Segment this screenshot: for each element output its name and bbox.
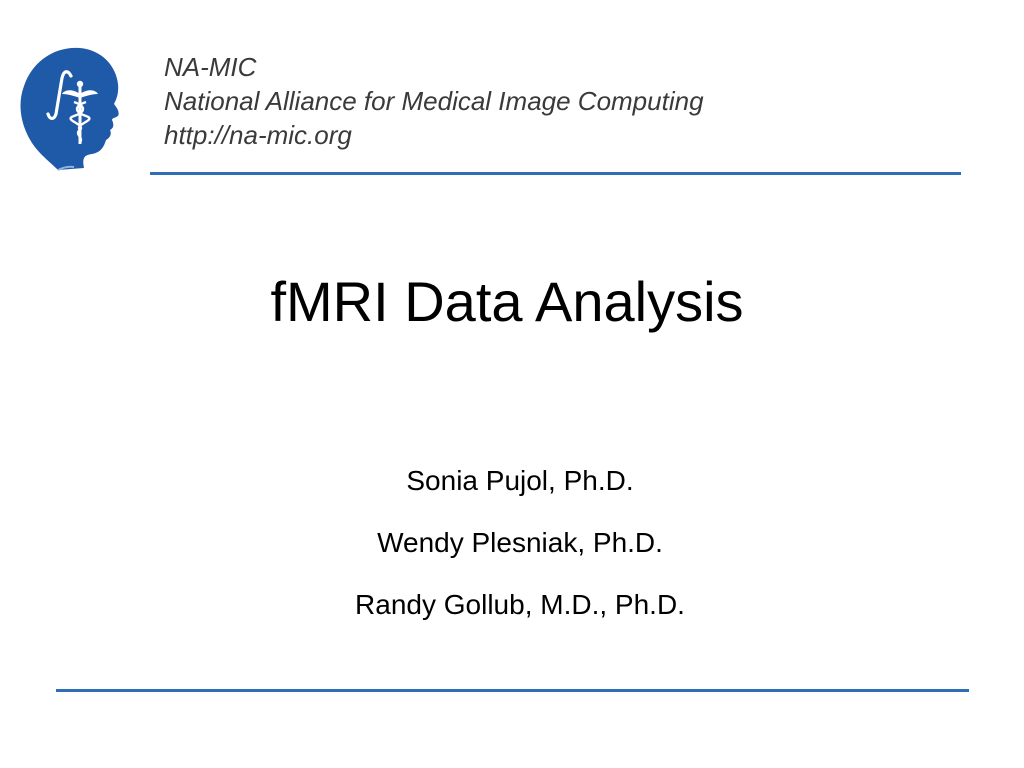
org-url[interactable]: http://na-mic.org bbox=[164, 120, 352, 150]
author-name: Randy Gollub, M.D., Ph.D. bbox=[355, 589, 685, 620]
head-profile-caduceus-icon bbox=[18, 44, 122, 174]
author-name: Wendy Plesniak, Ph.D. bbox=[377, 527, 663, 558]
author-list bbox=[0, 458, 1024, 644]
org-header bbox=[164, 50, 704, 152]
org-short-name: NA-MIC bbox=[164, 52, 257, 82]
header-divider bbox=[150, 172, 961, 175]
author-name: Sonia Pujol, Ph.D. bbox=[406, 465, 634, 496]
na-mic-logo bbox=[18, 44, 122, 174]
slide-title: fMRI Data Analysis bbox=[270, 270, 744, 333]
org-full-name: National Alliance for Medical Image Computing bbox=[164, 86, 704, 116]
footer-divider bbox=[56, 689, 969, 692]
